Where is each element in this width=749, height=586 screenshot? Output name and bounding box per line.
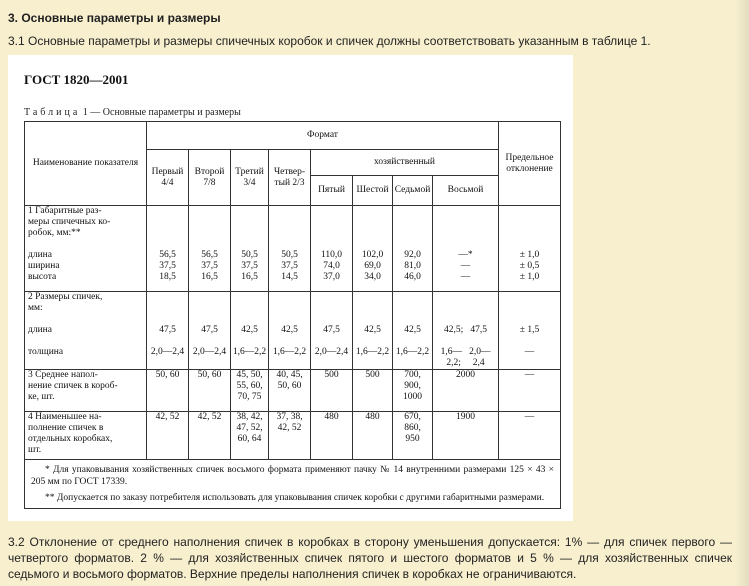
table-cell: 42,5 1,6—2,2: [353, 292, 393, 370]
header-limit: Предельное отклонение: [499, 122, 561, 206]
table-cell: 47,5 2,0—2,4: [189, 292, 231, 370]
row-label: 2 Размеры спичек, мм: длина толщина: [25, 292, 147, 370]
table-cell: 42, 52: [189, 412, 231, 460]
table-cell: —* — —: [433, 206, 499, 292]
table-cell: 480: [353, 412, 393, 460]
table-caption-title: 1 — Основные параметры и размеры: [80, 107, 241, 118]
footnote-2: ** Допускается по заказу потребителя использовать для упаковывания спичек коробки с другими габаритными размерами.: [45, 493, 545, 503]
table-cell: 47,5 2,0—2,4: [311, 292, 353, 370]
table-cell: 42,5; 47,5 1,6— 2,0— 2,2; 2,4: [433, 292, 499, 370]
table-cell: 56,5 37,5 18,5: [147, 206, 189, 292]
row-label: 3 Среднее напол- нение спичек в короб- ке, шт.: [25, 370, 147, 412]
row-label: 1 Габаритные раз- меры спичечных ко- робок, мм:** длина ширина высота: [25, 206, 147, 292]
header-col-8: Восьмой: [433, 176, 499, 206]
header-col-1: Первый 4/4: [147, 150, 189, 206]
table-cell: 670, 860, 950: [393, 412, 433, 460]
header-col-3: Третий 3/4: [231, 150, 269, 206]
header-household: хозяйственный: [311, 150, 499, 176]
footnotes: [25, 460, 561, 509]
table-cell: 50,5 37,5 16,5: [231, 206, 269, 292]
header-name: Наименование показателя: [25, 122, 147, 206]
header-col-4: Четвер- тый 2/3: [269, 150, 311, 206]
table-cell: 92,0 81,0 46,0: [393, 206, 433, 292]
standard-number: ГОСТ 1820—2001: [24, 72, 129, 87]
closing-paragraph: 3.2 Отклонение от среднего наполнения спичек в коробках в сторону уменьшения допускается: 1% — для спичек первого — четвертого форматов. 2 % — для хозяйственных спичек пятого и шестого форматов и 5 % — для хозяйственных спичек седьмого и восьмого форматов. Верхние пределы наполнения спичек в коробках не ограничиваются.: [8, 535, 732, 581]
table-row-dimensions: [25, 206, 561, 292]
document-scan-panel: [8, 55, 573, 521]
table-cell: 500: [353, 370, 393, 412]
table-cell: —: [499, 412, 561, 460]
table-row-minimum-fill: [25, 412, 561, 460]
intro-paragraph: 3.1 Основные параметры и размеры спичечных коробок и спичек должны соответствовать указанным в таблице 1.: [8, 34, 651, 48]
parameters-table: [24, 121, 561, 509]
header-col-7: Седьмой: [393, 176, 433, 206]
table-row-match-sizes: [25, 292, 561, 370]
table-cell: 480: [311, 412, 353, 460]
header-col-2: Второй 7/8: [189, 150, 231, 206]
table-cell: 50,5 37,5 14,5: [269, 206, 311, 292]
table-cell: 102,0 69,0 34,0: [353, 206, 393, 292]
table-caption-label: Таблица: [24, 107, 81, 118]
table-cell: 500: [311, 370, 353, 412]
header-col-5: Пятый: [311, 176, 353, 206]
table-row-average-fill: [25, 370, 561, 412]
table-cell: —: [499, 370, 561, 412]
table-caption: [24, 107, 241, 118]
table-cell: 50, 60: [189, 370, 231, 412]
header-format: Формат: [147, 122, 499, 150]
header-col-6: Шестой: [353, 176, 393, 206]
table-cell: ± 1,0 ± 0,5 ± 1,0: [499, 206, 561, 292]
row-label: 4 Наименьшее на- полнение спичек в отдельных коробках, шт.: [25, 412, 147, 460]
table-cell: 2000: [433, 370, 499, 412]
table-cell: 50, 60: [147, 370, 189, 412]
table-cell: 42, 52: [147, 412, 189, 460]
table-cell: 37, 38, 42, 52: [269, 412, 311, 460]
table-cell: 42,5 1,6—2,2: [393, 292, 433, 370]
table-cell: 45, 50, 55, 60, 70, 75: [231, 370, 269, 412]
table-cell: 40, 45, 50, 60: [269, 370, 311, 412]
table-cell: 1900: [433, 412, 499, 460]
table-cell: ± 1,5 —: [499, 292, 561, 370]
table-cell: 110,0 74,0 37,0: [311, 206, 353, 292]
table-cell: 42,5 1,6—2,2: [269, 292, 311, 370]
table-cell: 38, 42, 47, 52, 60, 64: [231, 412, 269, 460]
footnote-1: * Для упаковывания хозяйственных спичек восьмого формата применяют пачку № 14 внутренними размерами 125 × 43 × 205 мм по ГОСТ 17339.: [31, 465, 554, 487]
table-cell: 47,5 2,0—2,4: [147, 292, 189, 370]
section-heading: 3. Основные параметры и размеры: [8, 11, 221, 25]
table-cell: 700, 900, 1000: [393, 370, 433, 412]
page-edge-shadow: [735, 0, 749, 586]
table-cell: 42,5 1,6—2,2: [231, 292, 269, 370]
table-cell: 56,5 37,5 16,5: [189, 206, 231, 292]
